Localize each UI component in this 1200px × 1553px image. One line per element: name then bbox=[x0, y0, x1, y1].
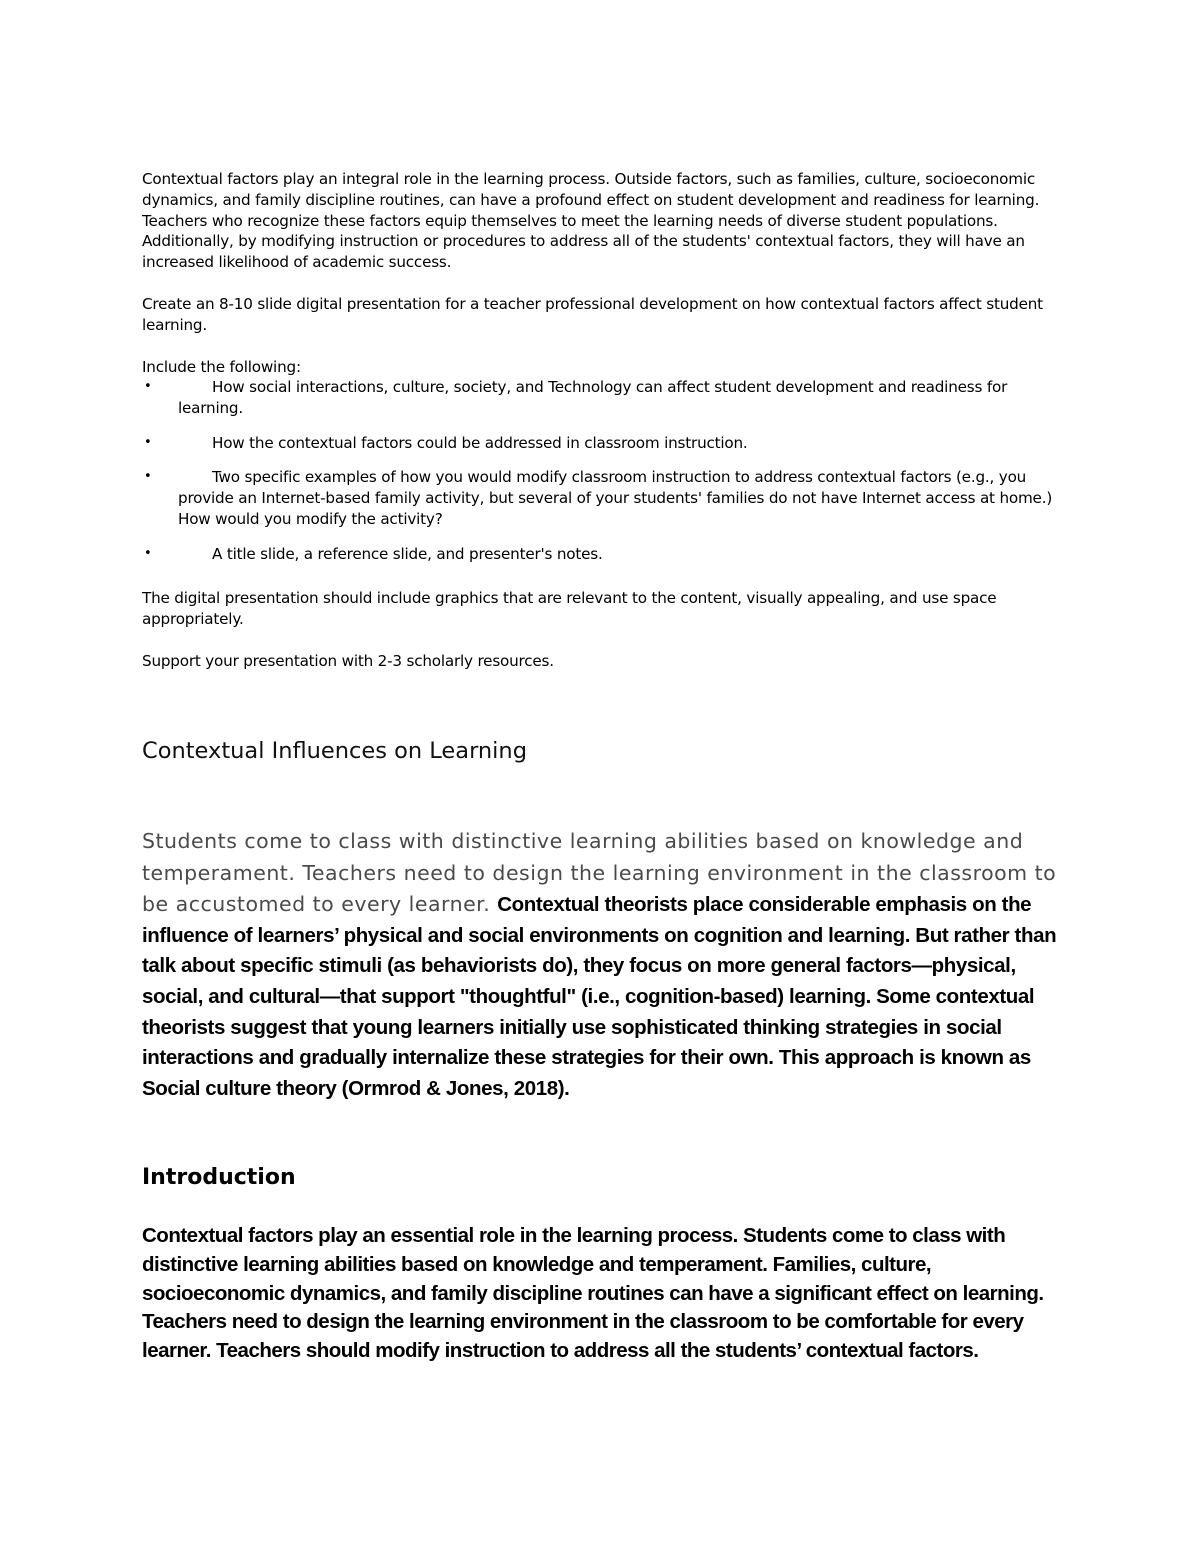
include-label: Include the following: bbox=[142, 358, 301, 376]
list-item-text: Two specific examples of how you would modify classroom instruction to address contextual factors (e.g., you provide an Internet-based family activity, but several of your students' families do not have Internet access at home.) How would you modify the activity? bbox=[178, 468, 1053, 528]
bullet-icon: • bbox=[144, 434, 152, 450]
bullet-icon: • bbox=[144, 545, 152, 561]
contextual-light-text: Students come to class with distinctive learning abilities based on knowledge and temperament. Teachers need to design the learning environment in the classroom to be accustomed to every learner. bbox=[142, 829, 1057, 917]
list-item bbox=[142, 544, 1062, 565]
introduction-heading: Introduction bbox=[142, 1165, 296, 1190]
assignment-create-paragraph: Create an 8-10 slide digital presentation for a teacher professional development on how contextual factors affect student learning. bbox=[142, 295, 1043, 334]
list-item-text: A title slide, a reference slide, and presenter's notes. bbox=[212, 544, 603, 563]
presentation-graphics-paragraph: The digital presentation should include graphics that are relevant to the content, visually appealing, and use space appropriately. bbox=[142, 589, 997, 628]
list-item bbox=[142, 377, 1062, 419]
contextual-influences-paragraph bbox=[142, 826, 1062, 1104]
bullet-icon: • bbox=[144, 469, 152, 485]
list-item bbox=[142, 467, 1062, 529]
list-item-text: How social interactions, culture, society, and Technology can affect student development and readiness for learning. bbox=[178, 378, 1008, 417]
requirements-list bbox=[142, 377, 1062, 579]
list-item-text: How the contextual factors could be addressed in classroom instruction. bbox=[212, 433, 748, 452]
introduction-paragraph: Contextual factors play an essential role in the learning process. Students come to class with distinctive learning abilities based on knowledge and temperament. Families, culture, socioeconomic dynamics, and family discipline routines can have a significant effect on learning. Teachers need to design the learning environment in the classroom to be comfortable for every learner. Teachers should modify instruction to address all the students’ contextual factors. bbox=[142, 1224, 1044, 1363]
support-resources-paragraph: Support your presentation with 2-3 scholarly resources. bbox=[142, 652, 554, 670]
assignment-intro-paragraph: Contextual factors play an integral role in the learning process. Outside factors, such as families, culture, socioeconomic dynamics, and family discipline routines, can have a profound effect on student development and readiness for learning. Teachers who recognize these factors equip themselves to meet the learning needs of diverse student populations. Additionally, by modifying instruction or procedures to address all of the students' contextual factors, they will have an increased likelihood of academic success. bbox=[142, 170, 1040, 272]
contextual-bold-text: Contextual theorists place considerable emphasis on the influence of learners’ physical and social environments on cognition and learning. But rather than talk about specific stimuli (as behaviorists do), they focus on more general factors—physical, social, and cultural—that support "thoughtful" (i.e., cognition-based) learning. Some contextual theorists suggest that young learners initially use sophisticated thinking strategies in social interactions and gradually internalize these strategies for their own. This approach is known as Social culture theory (Ormrod & Jones, 2018). bbox=[142, 893, 1057, 1100]
list-item bbox=[142, 433, 1062, 454]
bullet-icon: • bbox=[144, 379, 152, 394]
contextual-influences-heading: Contextual Influences on Learning bbox=[142, 738, 527, 764]
